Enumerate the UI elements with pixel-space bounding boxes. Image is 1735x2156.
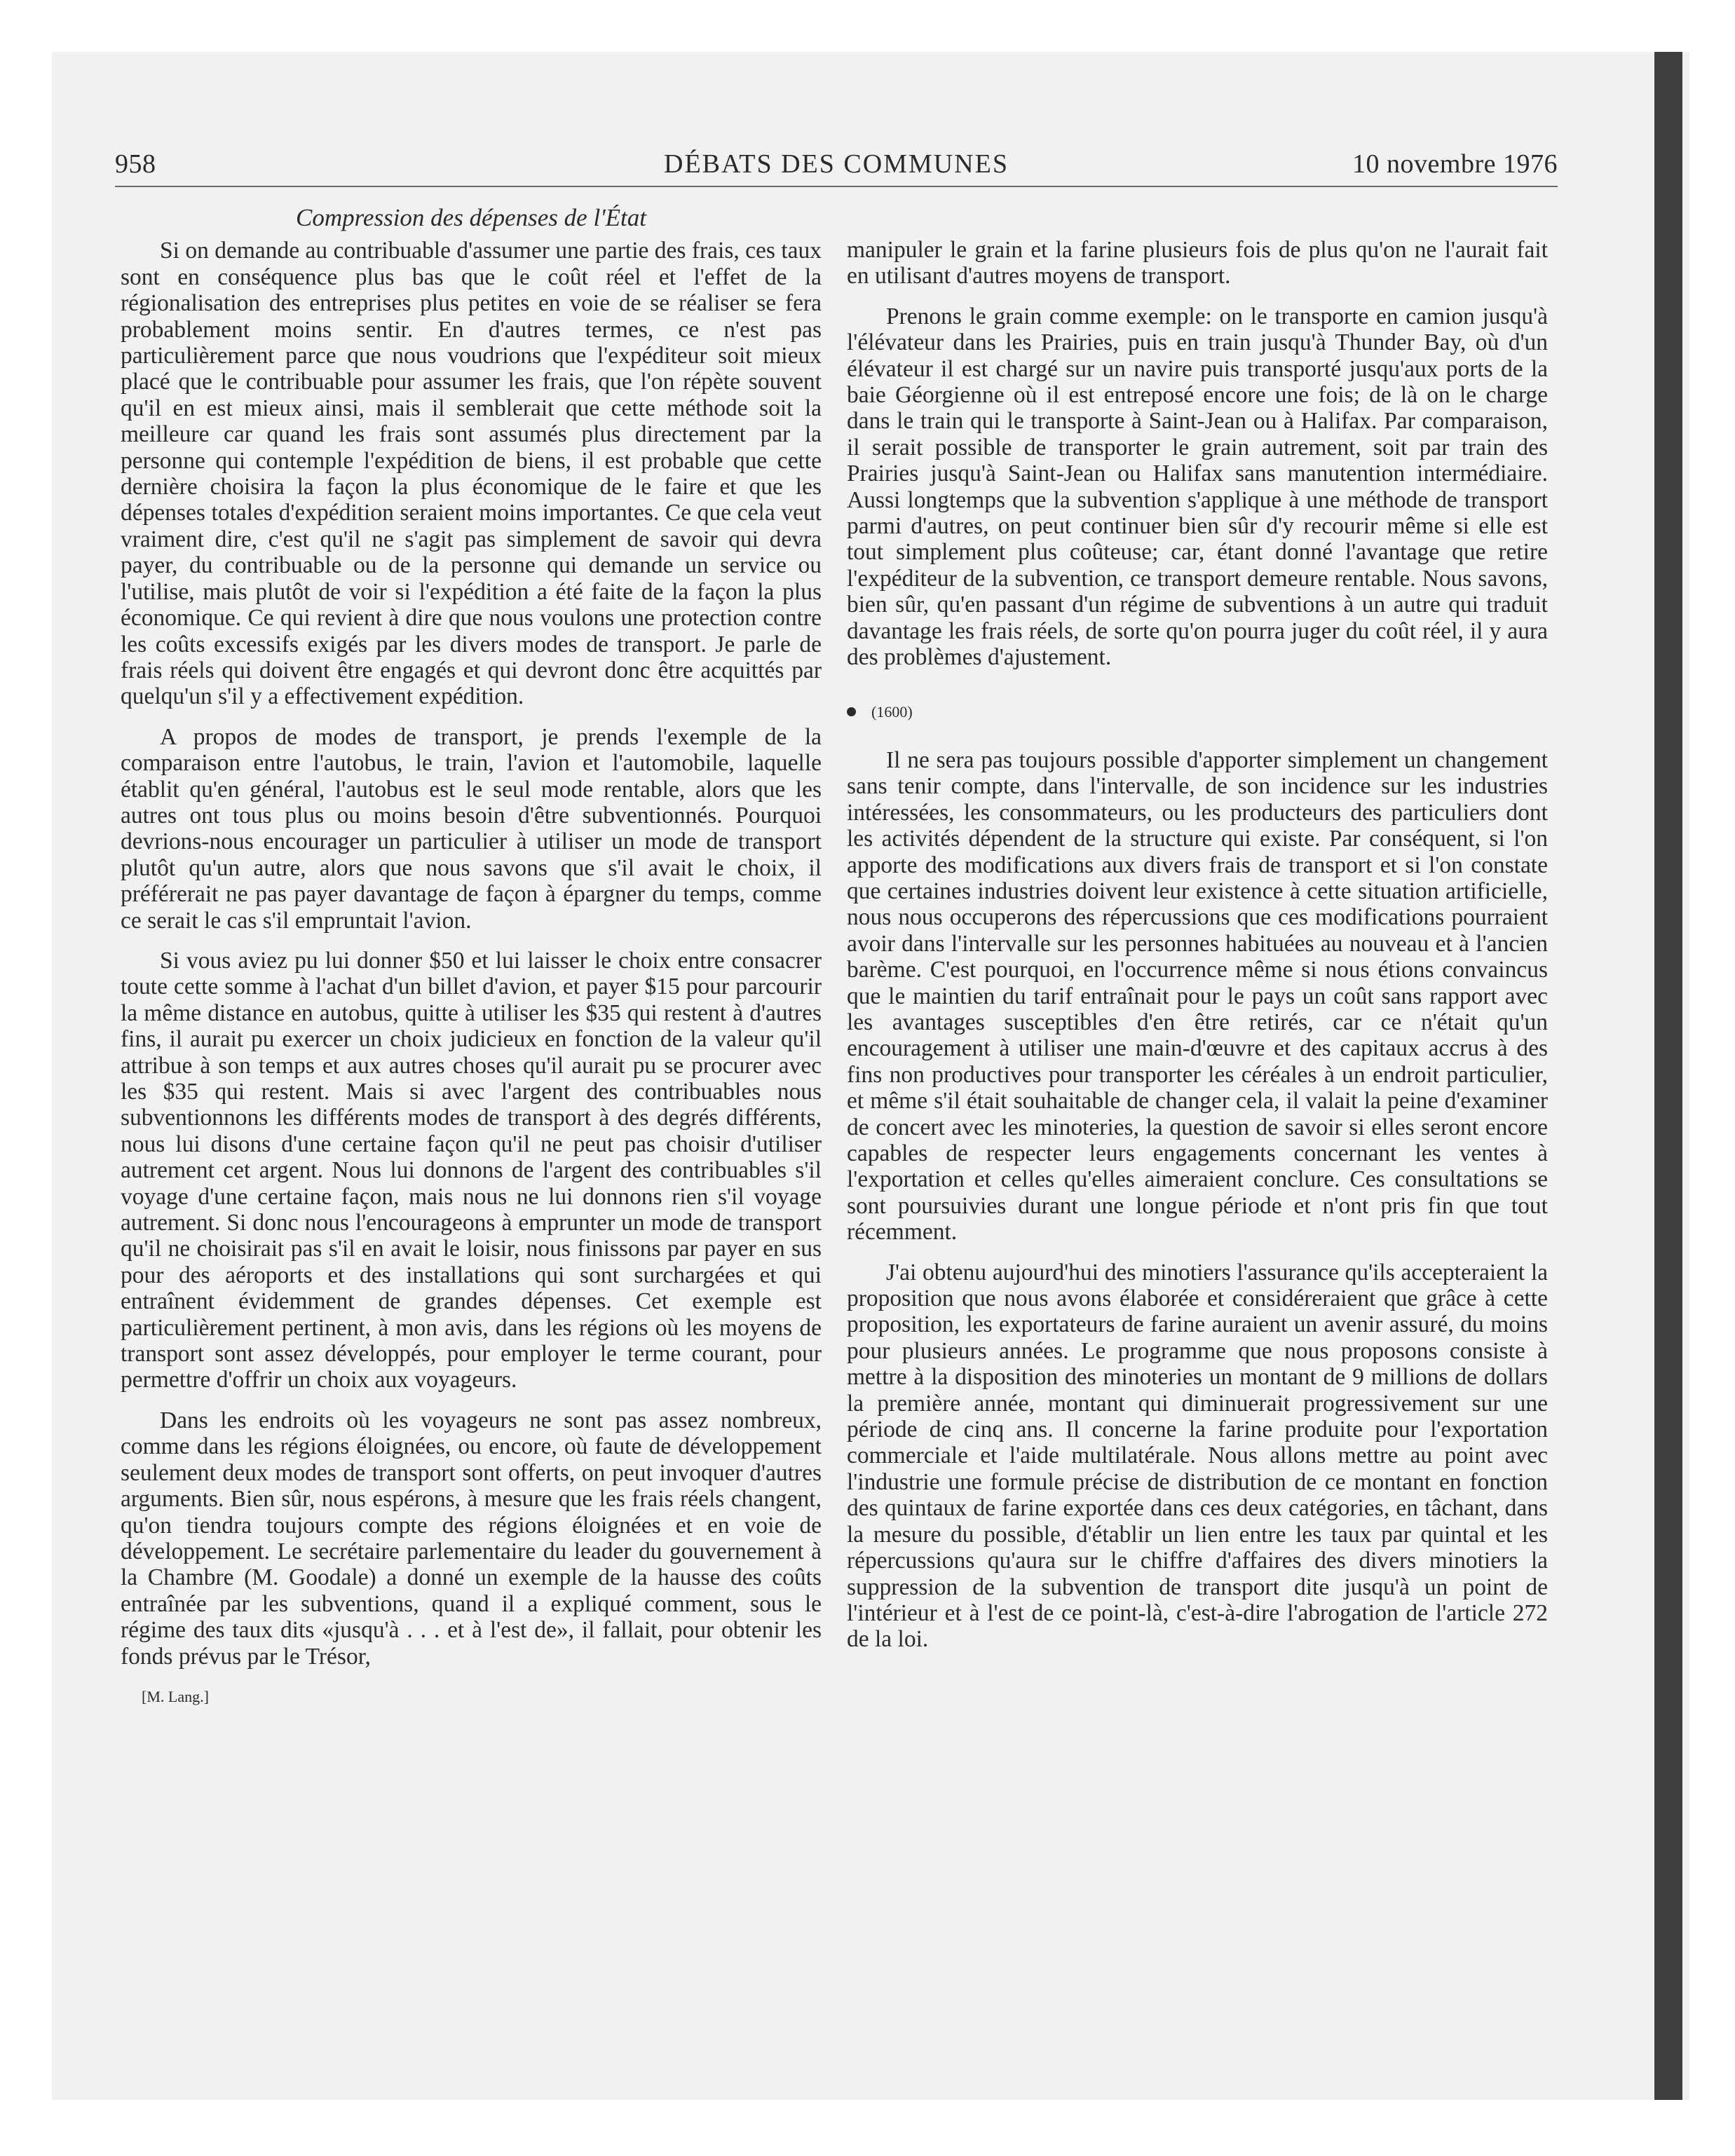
right-column	[847, 237, 1548, 1653]
header-rule	[115, 186, 1558, 187]
paragraph: Dans les endroits où les voyageurs ne sont pas assez nombreux, comme dans les régions éloignées, ou encore, où faute de développement seulement deux modes de transport sont offerts, on peut invoquer d'autres arguments. Bien sûr, nous espérons, à mesure que les frais réels changent, qu'on tiendra toujours compte des régions éloignées et en voie de développement. Le secrétaire parlementaire du leader du gouvernement à la Chambre (M. Goodale) a donné un exemple de la hausse des coûts entraînée par les subventions, quand il a expliqué comment, sous le régime des taux dits «jusqu'à . . . et à l'est de», il fallait, pour obtenir les fonds prévus par le Trésor,	[121, 1407, 822, 1670]
page-number: 958	[115, 149, 156, 179]
header-date: 10 novembre 1976	[1352, 149, 1558, 179]
running-title: DÉBATS DES COMMUNES	[664, 149, 1009, 179]
paragraph: Si on demande au contribuable d'assumer une partie des frais, ces taux sont en conséquence plus bas que le coût réel et l'effet de la régionalisation des entreprises plus petites en voie de se réaliser se fera probablement moins sentir. En d'autres termes, ce n'est pas particulièrement parce que nous voudrions que l'expéditeur soit mieux placé que le contribuable pour assumer les frais, que l'on répète souvent qu'il en est mieux ainsi, mais il semblerait que cette méthode soit la meilleure car quand les frais sont assumés plus directement par la personne qui contemple l'expédition de biens, il est probable que cette dernière choisira la façon la plus économique de le faire et que les dépenses totales d'expédition seraient moins importantes. Ce que cela veut vraiment dire, c'est qu'il ne s'agit pas simplement de savoir qui devra payer, du contribuable ou de la personne qui demande un service ou l'utilise, mais plutôt de voir si l'expédition a été faite de la façon la plus économique. Ce qui revient à dire que nous voulons une protection contre les coûts excessifs exigés par les divers modes de transport. Je parle de frais réels qui doivent être engagés et qui devront donc être acquittés par quelqu'un s'il y a effectivement expédition.	[121, 238, 822, 710]
time-marker	[847, 699, 1548, 725]
bullet-icon	[847, 707, 856, 716]
paragraph: manipuler le grain et la farine plusieurs fois de plus qu'on ne l'aurait fait en utilisant d'autres moyens de transport.	[847, 237, 1548, 289]
paragraph: J'ai obtenu aujourd'hui des minotiers l'assurance qu'ils accepteraient la proposition que nous avons élaborée et considéreraient que grâce à cette proposition, les exportateurs de farine auraient un avenir assuré, du moins pour plusieurs années. Le programme que nous proposons consiste à mettre à la disposition des minoteries un montant de 9 millions de dollars la première année, montant qui diminuerait progressivement sur une période de cinq ans. Il concerne la farine produite pour l'exportation commerciale et l'aide multilatérale. Nous allons mettre au point avec l'industrie une formule précise de distribution de ce montant en fonction des quintaux de farine exportée dans ces deux catégories, en tâchant, dans la mesure du possible, d'établir un lien entre les taux par quintal et les répercussions qu'aura sur le chiffre d'affaires des divers minotiers la suppression de la subvention de transport dite jusqu'à un point de l'intérieur et à l'est de ce point-là, c'est-à-dire l'abrogation de l'article 272 de la loi.	[847, 1259, 1548, 1653]
page-header	[115, 149, 1558, 186]
page-edge-shadow	[1654, 52, 1682, 2100]
section-title: Compression des dépenses de l'État	[295, 204, 646, 231]
left-column	[121, 205, 822, 1710]
paragraph: Si vous aviez pu lui donner $50 et lui laisser le choix entre consacrer toute cette somme à l'achat d'un billet d'avion, et payer $15 pour parcourir la même distance en autobus, quitte à utiliser les $35 qui restent à d'autres fins, il aurait pu exercer un choix judicieux en fonction de la valeur qu'il attribue à son temps et aux autres choses qu'il aurait pu se procurer avec les $35 qui restent. Mais si avec l'argent des contribuables nous subventionnons les différents modes de transport à des degrés différents, nous lui disons d'une certaine façon qu'il ne peut pas choisir d'utiliser autrement cet argent. Nous lui donnons de l'argent des contribuables s'il voyage d'une certaine façon, mais nous ne lui donnons rien s'il voyage autrement. Si donc nous l'encourageons à emprunter un mode de transport qu'il ne choisirait pas s'il en avait le loisir, nous finissons par payer en sus pour des aéroports et des installations qui sont surchargées et qui entraînent évidemment de grandes dépenses. Cet exemple est particulièrement pertinent, à mon avis, dans les régions où les moyens de transport sont assez développés, pour employer le terme courant, pour permettre d'offrir un choix aux voyageurs.	[121, 947, 822, 1393]
paragraph: Il ne sera pas toujours possible d'apporter simplement un changement sans tenir compte, dans l'intervalle, de son incidence sur les industries intéressées, les consommateurs, ou les producteurs des particuliers dont les activités dépendent de la structure qui existe. Par conséquent, si l'on apporte des modifications aux divers frais de transport et si l'on constate que certaines industries doivent leur existence à cette situation artificielle, nous nous occuperons des répercussions que ces modifications pourraient avoir dans l'intervalle sur les personnes habituées au nouveau et à l'ancien barème. C'est pourquoi, en l'occurrence même si nous étions convaincus que le maintien du tarif entraînait pour le pays un coût sans rapport avec les avantages susceptibles d'en être retirés, car ce n'était qu'un encouragement à utiliser une main-d'œuvre et des capitaux accrus à des fins non productives pour transporter les céréales à un endroit particulier, et même s'il était souhaitable de changer cela, il valait la peine d'examiner de concert avec les minoteries, la question de savoir si elles seront encore capables de respecter leurs engagements concernant les ventes à l'exportation et celles qu'elles aimeraient conclure. Ces consultations se sont poursuivies durant une longue période et n'ont pris fin que tout récemment.	[847, 746, 1548, 1246]
speaker-signature: [M. Lang.]	[142, 1687, 209, 1705]
time-marker-text: (1600)	[871, 702, 913, 721]
paragraph: A propos de modes de transport, je prends l'exemple de la comparaison entre l'autobus, le train, l'avion et l'automobile, laquelle établit qu'en général, l'autobus est le seul mode rentable, alors que les autres ont tous plus ou moins besoin d'être subventionnés. Pourquoi devrions-nous encourager un particulier à utiliser un mode de transport plutôt qu'un autre, alors que nous savons que s'il avait le choix, il préférerait ne pas payer davantage de façon à épargner du temps, comme ce serait le cas s'il empruntait l'avion.	[121, 723, 822, 934]
paragraph: Prenons le grain comme exemple: on le transporte en camion jusqu'à l'élévateur dans les Prairies, puis en train jusqu'à Thunder Bay, où d'un élévateur il est chargé sur un navire puis transporté jusqu'aux ports de la baie Géorgienne où il est entreposé encore une fois; de là on le charge dans le train qui le transporte à Saint-Jean ou à Halifax. Par comparaison, il serait possible de transporter le grain autrement, soit par train des Prairies jusqu'à Saint-Jean ou Halifax sans manutention intermédiaire. Aussi longtemps que la subvention s'applique à une méthode de transport parmi d'autres, on peut continuer bien sûr d'y recourir même si elle est tout simplement plus coûteuse; car, étant donné l'avantage que retire l'expéditeur de la subvention, ce transport demeure rentable. Nous savons, bien sûr, qu'en passant d'un régime de subventions à un autre qui traduit davantage les frais réels, de sorte qu'on pourra juger du coût réel, il y aura des problèmes d'ajustement.	[847, 303, 1548, 671]
